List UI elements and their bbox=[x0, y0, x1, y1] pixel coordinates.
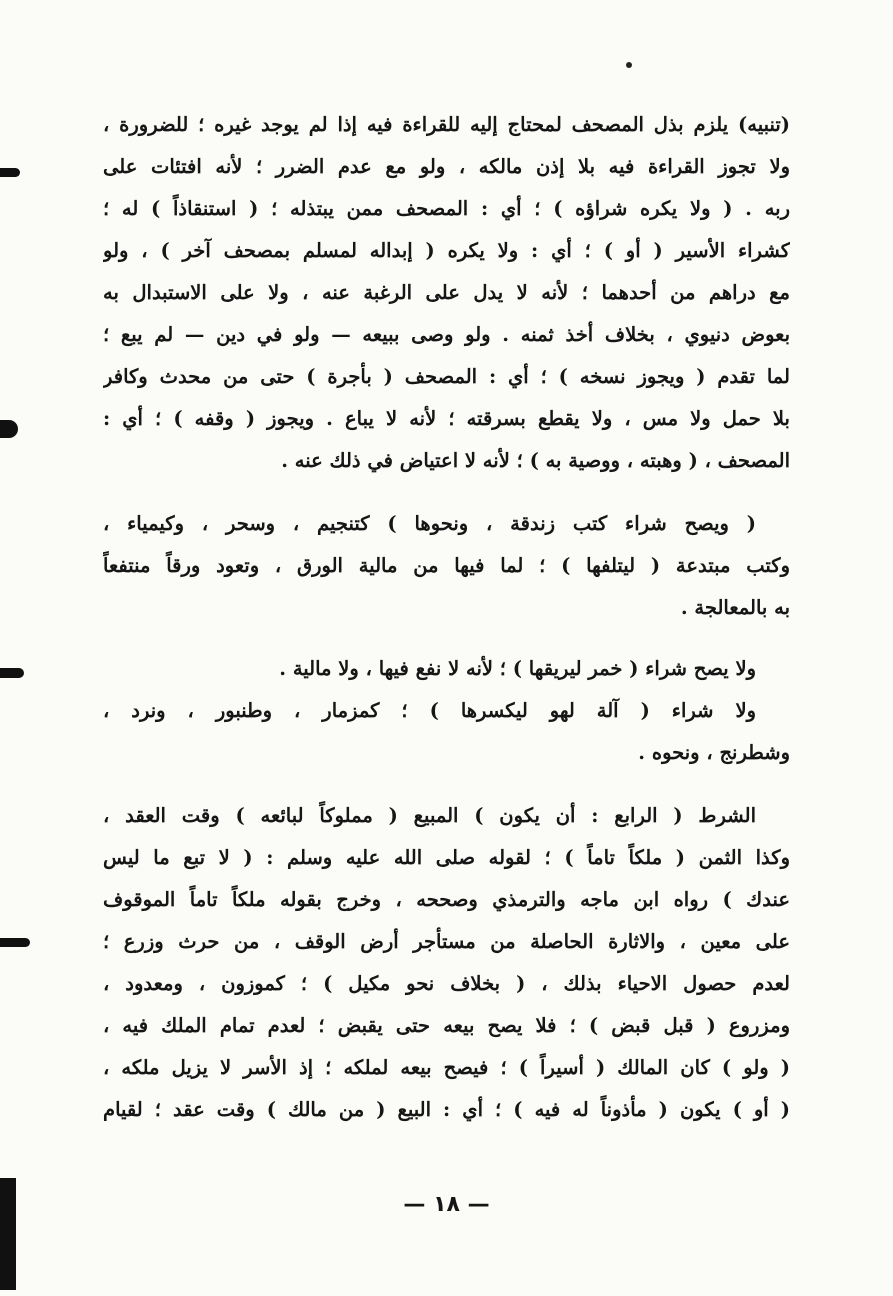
text-line: كشراء الأسير ( أو ) ؛ أي : ولا يكره ( إبداله لمسلم بمصحف آخر ) ، ولو bbox=[103, 239, 790, 262]
text-line: ولا شراء ( آلة لهو ليكسرها ) ؛ كمزمار ، وطنبور ، ونرد ، bbox=[103, 699, 756, 722]
page-number: — ١٨ — bbox=[403, 1192, 490, 1217]
binding-mark bbox=[0, 668, 24, 678]
text-line: بعوض دنيوي ، بخلاف أخذ ثمنه . ولو وصى ببيعه — ولو في دين — لم يبع ؛ bbox=[103, 323, 790, 346]
text-line: لعدم حصول الاحياء بذلك ، ( بخلاف نحو مكيل ) ؛ كموزون ، ومعدود ، bbox=[103, 972, 790, 995]
text-line: ( أو ) يكون ( مأذوناً له فيه ) ؛ أي : البيع ( من مالك ) وقت عقد ؛ لقيام bbox=[103, 1098, 790, 1121]
paragraph-lahw bbox=[103, 690, 790, 774]
text-line: ومزروع ( قبل قبض ) ؛ فلا يصح بيعه حتى يقبض ؛ لعدم تمام الملك فيه ، bbox=[103, 1014, 790, 1037]
text-line: عندك ) رواه ابن ماجه والترمذي وصححه ، وخرج بقوله ملكاً تاماً الموقوف bbox=[103, 888, 790, 911]
text-line: وكذا الثمن ( ملكاً تاماً ) ؛ لقوله صلى الله عليه وسلم : ( لا تبع ما ليس bbox=[103, 846, 790, 869]
body-text bbox=[103, 104, 790, 1131]
paragraph-khamr bbox=[103, 648, 790, 690]
binding-mark bbox=[0, 938, 30, 947]
text-line: به بالمعالجة . bbox=[680, 596, 790, 619]
text-line: (تنبيه) يلزم بذل المصحف لمحتاج إليه للقراءة فيه إذا لم يوجد غيره ؛ للضرورة ، bbox=[103, 113, 790, 136]
binding-mark bbox=[0, 168, 20, 177]
text-line: ولا تجوز القراءة فيه بلا إذن مالكه ، ولو مع عدم الضرر ؛ لأنه افتئات على bbox=[103, 155, 790, 178]
text-line: ربه . ( ولا يكره شراؤه ) ؛ أي : المصحف ممن يبتذله ؛ ( استنقاذاً ) له ؛ bbox=[103, 197, 790, 220]
paragraph-shart-rabi bbox=[103, 795, 790, 1131]
text-line: المصحف ، ( وهبته ، ووصية به ) ؛ لأنه لا اعتياض في ذلك عنه . bbox=[281, 449, 790, 472]
text-line: مع دراهم من أحدهما ؛ لأنه لا يدل على الرغبة عنه ، ولا على الاستبدال به bbox=[103, 281, 790, 304]
ink-dot bbox=[626, 62, 632, 68]
text-line: وشطرنج ، ونحوه . bbox=[638, 741, 790, 764]
binding-mark bbox=[0, 420, 18, 438]
text-line: ( ولو ) كان المالك ( أسيراً ) ؛ فيصح بيعه لملكه ؛ إذ الأسر لا يزيل ملكه ، bbox=[103, 1056, 790, 1079]
text-line: وكتب مبتدعة ( ليتلفها ) ؛ لما فيها من مالية الورق ، وتعود ورقاً منتفعاً bbox=[103, 554, 790, 577]
paragraph-zandaqa bbox=[103, 503, 790, 629]
text-line: الشرط ( الرابع : أن يكون ) المبيع ( مملوكاً لبائعه ) وقت العقد ، bbox=[103, 804, 756, 827]
paragraph-tanbih bbox=[103, 104, 790, 482]
text-line: ( ويصح شراء كتب زندقة ، ونحوها ) كتنجيم ، وسحر ، وكيمياء ، bbox=[103, 512, 756, 535]
text-line: بلا حمل ولا مس ، ولا يقطع بسرقته ؛ لأنه لا يباع . ويجوز ( وقفه ) ؛ أي : bbox=[103, 407, 790, 430]
text-line: لما تقدم ( ويجوز نسخه ) ؛ أي : المصحف ( بأجرة ) حتى من محدث وكافر bbox=[103, 365, 790, 388]
text-line: ولا يصح شراء ( خمر ليريقها ) ؛ لأنه لا نفع فيها ، ولا مالية . bbox=[279, 657, 756, 680]
text-line: على معين ، والاثارة الحاصلة من مستأجر أرض الوقف ، من حرث وزرع ؛ bbox=[103, 930, 790, 953]
